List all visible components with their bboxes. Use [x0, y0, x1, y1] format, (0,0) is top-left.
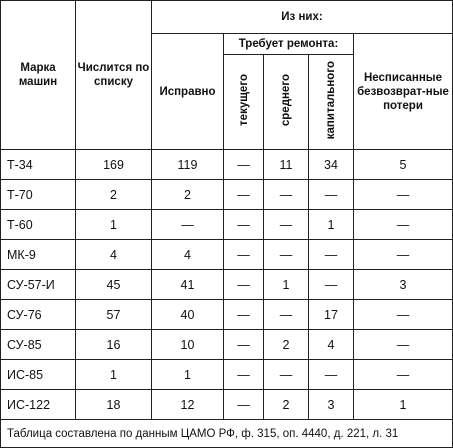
cell-medium: 2	[264, 390, 309, 420]
cell-ok: 41	[152, 270, 224, 300]
header-model: Марка машин	[1, 1, 76, 150]
footnote: Таблица составлена по данным ЦАМО РФ, ф. 315, оп. 4440, д. 221, л. 31	[1, 420, 453, 448]
cell-medium: —	[264, 210, 309, 240]
header-ok: Исправно	[152, 34, 224, 150]
cell-ok: —	[152, 210, 224, 240]
cell-listed: 169	[76, 150, 152, 180]
cell-listed: 57	[76, 300, 152, 330]
cell-losses: —	[354, 240, 453, 270]
table-row	[1, 210, 453, 240]
cell-medium: —	[264, 360, 309, 390]
header-current: текущего	[224, 55, 264, 150]
table-row	[1, 150, 453, 180]
table-row	[1, 300, 453, 330]
cell-model: Т-60	[1, 210, 76, 240]
cell-ok: 119	[152, 150, 224, 180]
cell-capital: 1	[309, 210, 354, 240]
cell-capital: 17	[309, 300, 354, 330]
cell-medium: —	[264, 240, 309, 270]
cell-ok: 4	[152, 240, 224, 270]
cell-listed: 4	[76, 240, 152, 270]
cell-capital: 4	[309, 330, 354, 360]
header-capital: капитального	[309, 55, 354, 150]
cell-listed: 1	[76, 360, 152, 390]
cell-model: СУ-76	[1, 300, 76, 330]
cell-losses: —	[354, 360, 453, 390]
table-row	[1, 360, 453, 390]
cell-model: СУ-57-И	[1, 270, 76, 300]
cell-listed: 16	[76, 330, 152, 360]
cell-medium: 1	[264, 270, 309, 300]
cell-ok: 12	[152, 390, 224, 420]
header-medium: среднего	[264, 55, 309, 150]
cell-model: МК-9	[1, 240, 76, 270]
cell-current: —	[224, 360, 264, 390]
cell-capital: 34	[309, 150, 354, 180]
table-header	[1, 1, 453, 150]
cell-model: СУ-85	[1, 330, 76, 360]
cell-ok: 2	[152, 180, 224, 210]
cell-current: —	[224, 330, 264, 360]
cell-medium: —	[264, 300, 309, 330]
cell-medium: —	[264, 180, 309, 210]
cell-losses: 3	[354, 270, 453, 300]
table-row	[1, 270, 453, 300]
cell-medium: 11	[264, 150, 309, 180]
table-row	[1, 390, 453, 420]
cell-listed: 18	[76, 390, 152, 420]
table-row	[1, 180, 453, 210]
header-losses: Несписанные безвозврат-ные потери	[354, 34, 453, 150]
cell-current: —	[224, 270, 264, 300]
cell-current: —	[224, 180, 264, 210]
cell-losses: —	[354, 180, 453, 210]
cell-ok: 40	[152, 300, 224, 330]
cell-losses: —	[354, 300, 453, 330]
header-listed: Числится по списку	[76, 1, 152, 150]
cell-losses: —	[354, 210, 453, 240]
cell-capital: 3	[309, 390, 354, 420]
header-of-them: Из них:	[152, 1, 453, 34]
cell-losses: —	[354, 330, 453, 360]
cell-model: Т-34	[1, 150, 76, 180]
cell-current: —	[224, 150, 264, 180]
cell-current: —	[224, 390, 264, 420]
cell-ok: 10	[152, 330, 224, 360]
cell-capital: —	[309, 270, 354, 300]
cell-listed: 1	[76, 210, 152, 240]
table-row	[1, 240, 453, 270]
cell-losses: 5	[354, 150, 453, 180]
cell-listed: 45	[76, 270, 152, 300]
cell-current: —	[224, 210, 264, 240]
cell-medium: 2	[264, 330, 309, 360]
table-body	[1, 150, 453, 420]
table-row	[1, 330, 453, 360]
cell-capital: —	[309, 180, 354, 210]
cell-model: Т-70	[1, 180, 76, 210]
cell-capital: —	[309, 360, 354, 390]
cell-losses: 1	[354, 390, 453, 420]
header-repair: Требует ремонта:	[224, 34, 354, 55]
cell-capital: —	[309, 240, 354, 270]
cell-listed: 2	[76, 180, 152, 210]
cell-ok: 1	[152, 360, 224, 390]
cell-model: ИС-122	[1, 390, 76, 420]
cell-model: ИС-85	[1, 360, 76, 390]
cell-current: —	[224, 240, 264, 270]
cell-current: —	[224, 300, 264, 330]
